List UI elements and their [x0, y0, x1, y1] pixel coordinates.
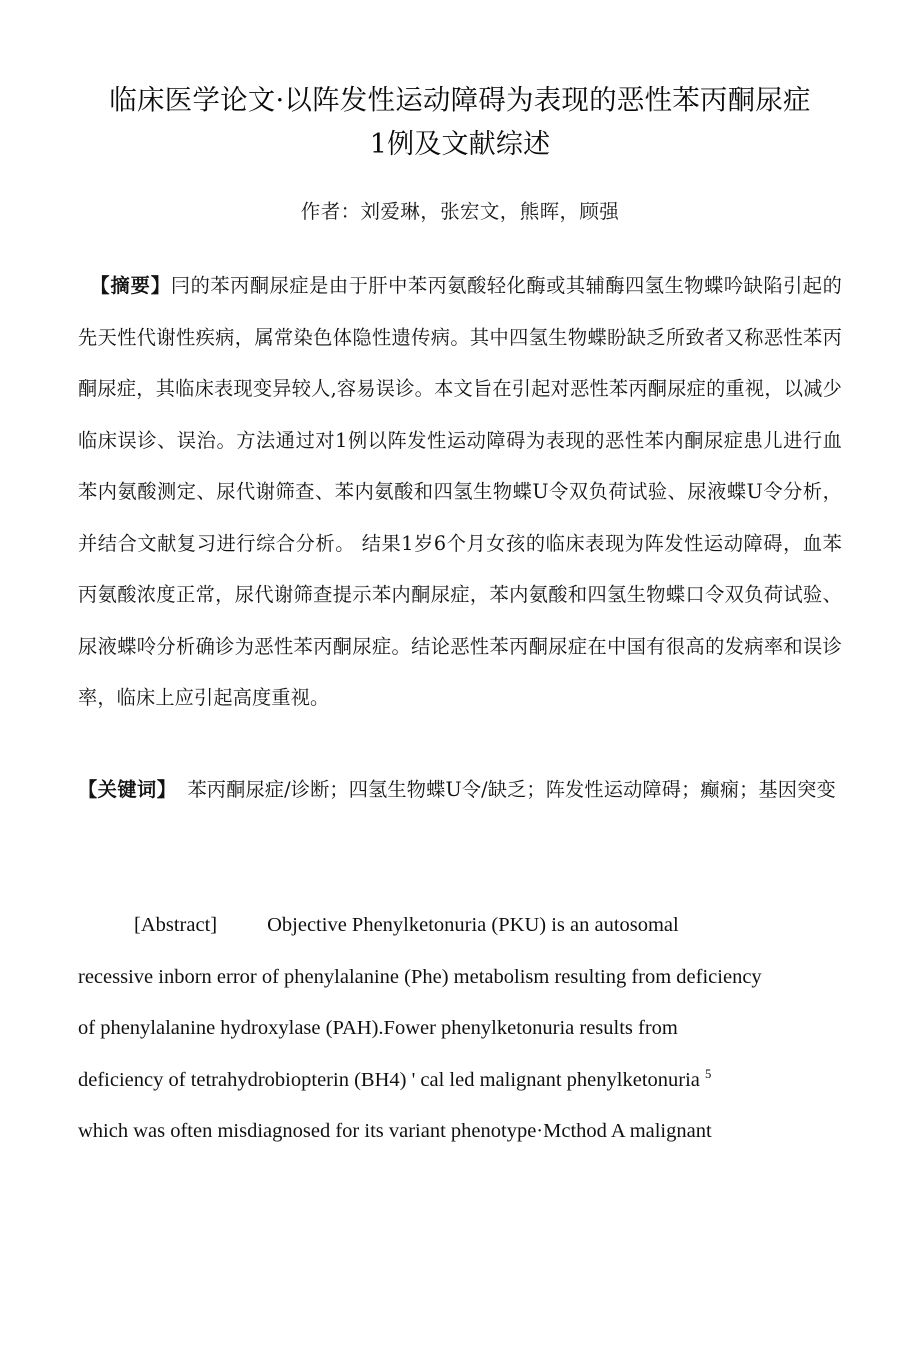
english-abstract-line-3: of phenylalanine hydroxylase (PAH).Fower phenylketonuria results from [78, 1017, 678, 1040]
english-abstract-superscript: 5 [705, 1066, 712, 1081]
english-abstract-label: [Abstract] [134, 914, 218, 937]
abstract-body: 冃的苯丙酮尿症是由于肝中苯丙氨酸轻化酶或其辅酶四氢生物蝶吟缺陷引起的先天性代谢性疾病，属常染色体隐性遗传病。其中四氢生物蝶盼缺乏所致者又称恶性苯丙酮尿症，其临床表现变异较人,容易误诊。本文旨在引起对恶性苯丙酮尿症的重视，以减少临床误诊、误治。方法通过对1例以阵发性运动障碍为表现的恶性苯内酮尿症患儿进行血苯内氨酸测定、尿代谢筛查、苯内氨酸和四氢生物蝶U令双负荷试验、尿液蝶U令分析，并结合文献复习进行综合分析。 结果1岁6个月女孩的临床表现为阵发性运动障碍，血苯丙氨酸浓度正常，尿代谢筛查提示苯内酮尿症，苯内氨酸和四氢生物蝶口令双负荷试验、尿液蝶呤分析确诊为恶性苯丙酮尿症。结论恶性苯丙酮尿症在中国有很高的发病率和误诊率，临床上应引起高度重视。 [78, 274, 842, 710]
title-line-1: 临床医学论文·以阵发性运动障碍为表现的恶性苯丙酮尿症 [109, 84, 811, 116]
abstract-label: 【摘要】 [90, 274, 171, 298]
english-abstract-objective: Objective Phenylketonuria (PKU) is an autosomal [267, 914, 679, 937]
english-abstract-line-1 [78, 900, 842, 952]
keywords-body: 苯丙酮尿症/诊断；四氢生物蝶U令/缺乏；阵发性运动障碍；癫痫；基因突变 [187, 777, 836, 801]
chinese-abstract [78, 260, 842, 724]
chinese-keywords [78, 764, 842, 816]
english-abstract-line-2: recessive inborn error of phenylalanine (Phe) metabolism resulting from deficiency [78, 965, 762, 988]
keywords-label: 【关键词】 [78, 777, 177, 801]
english-abstract [78, 900, 842, 1158]
english-abstract-line-4-text: deficiency of tetrahydrobiopterin (BH4) ' cal led malignant phenylketonuria [78, 1068, 706, 1091]
title-line-2: 1例及文献综述 [369, 128, 551, 160]
english-abstract-line-4 [78, 1055, 842, 1107]
author-line: 作者：刘爱琳，张宏文，熊晖，顾强 [300, 200, 620, 224]
page-title [78, 0, 842, 166]
english-abstract-line-5: which was often misdiagnosed for its variant phenotype·Mcthod A malignant [78, 1120, 712, 1143]
